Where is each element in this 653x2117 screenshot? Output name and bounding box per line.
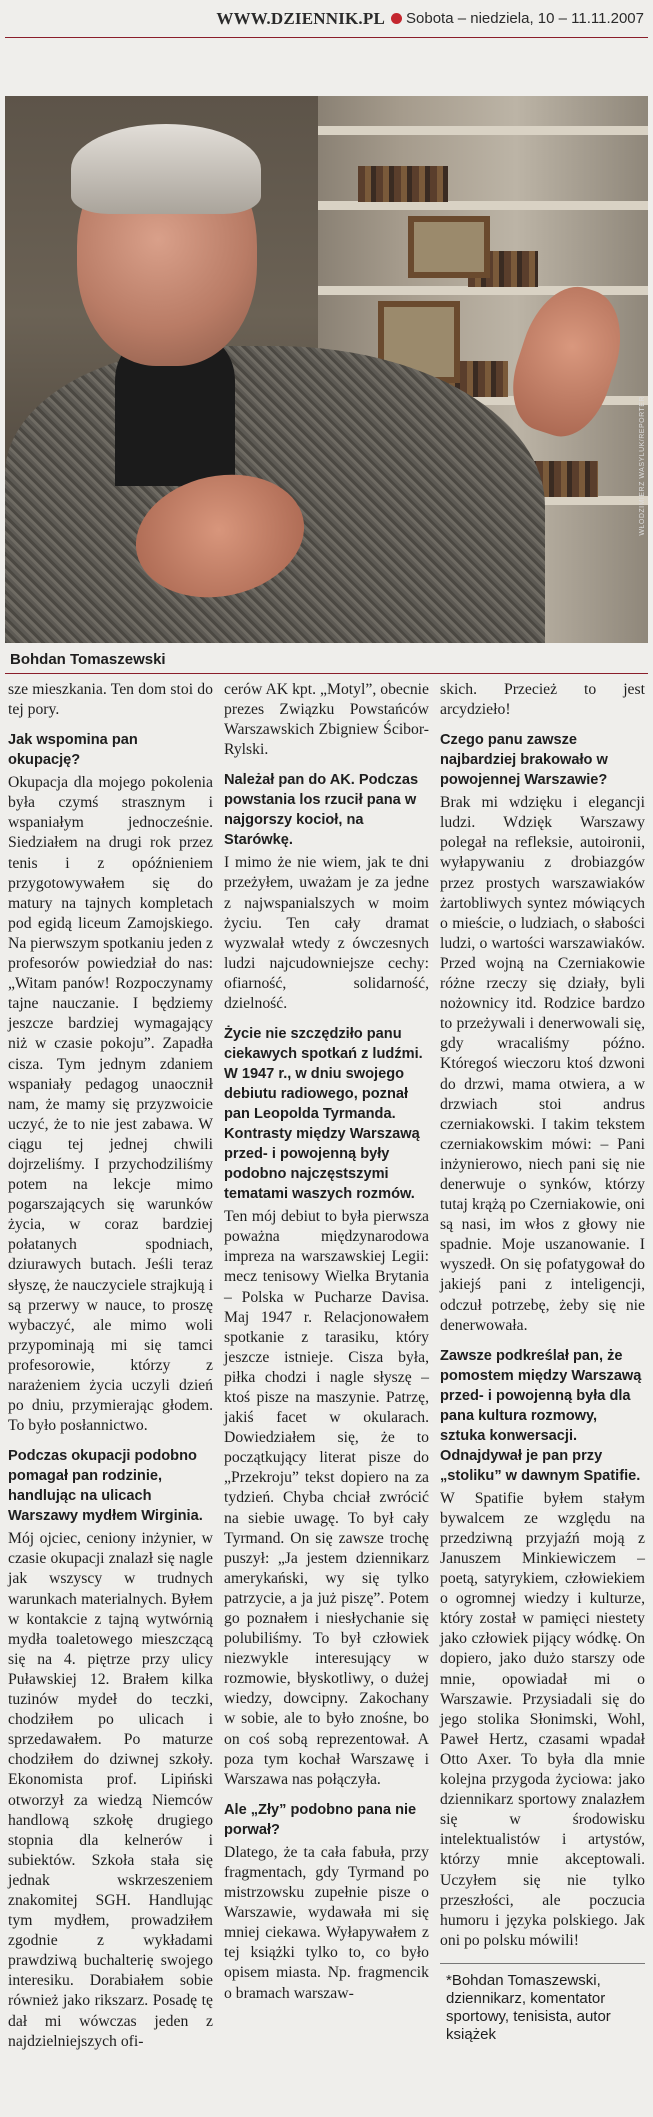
interview-answer: Brak mi wdzięku i elegancji ludzi. Wdzięk Warszawy polegał na refleksie, autoironii, wyłapywaniu z drobiazgów przez prostych warszawiaków żartobliwych syntez mówiących o mieście, o ludziach, o słabości ludzi, o wartości warszawiaków. Przed wojną na Czerniakowie różne rzeczy się działy, byli nożownicy itd. Rodzice bardzo to przeżywali i denerwowali się, gdy wracaliśmy późno. Któregoś wieczoru ktoś dzwoni do drzwi, mama otwiera, a w drzwiach stoi andrus czerniakowski. I takim tekstem czerniakowskim mówi: – Pani inżynierowo, niech pani się nie denerwuje o synków, którzy tutaj krążą po Czerniakowie, oni są nasi, im włos z głowy nie spadnie. Moje uszanowanie. I wyszedł. On się pofatygował do jakiejś pani z inteligencji, odczuł potrzebę, żeby się nie denerwowała. [440, 794, 645, 1334]
issue-date: Sobota – niedziela, 10 – 11.11.2007 [406, 10, 644, 27]
interview-answer: cerów AK kpt. „Motyl”, obecnie prezes Związku Powstańców Warszawskich Zbigniew Ścibor-Rylski. [224, 681, 429, 759]
portrait-photo [5, 96, 648, 643]
hair [71, 124, 261, 214]
photo-caption: Bohdan Tomaszewski [5, 643, 648, 674]
interview-answer: W Spatifie byłem stałym bywalcem ze względu na przedziwną przyjaźń moją z Januszem Minkiewiczem – poetą, satyrykiem, człowiekiem o ogromnej wiedzy i kulturze, który został w pamięci niestety jako człowiek pijący wódkę. On dopiero, jako dużo starszy ode mnie, opowiadał mi o Warszawie. Przysiadali się do jego stolika Słonimski, Wohl, Paweł Hertz, czasami wpadał Otto Axer. To była dla mnie kolejna przygoda życiowa: jako dziennikarz sportowy znalazłem się w środowisku intelektualistów i artystów, którzy mnie akceptowali. Uczyłem się nie tylko przeszłości, ale poczucia humoru i języka polskiego. Jak oni po polsku mówili! [440, 1489, 645, 1949]
author-bio: *Bohdan Tomaszewski, dziennikarz, komentator sportowy, tenisista, autor książek [440, 1963, 645, 2044]
site-url[interactable]: WWW.DZIENNIK.PL [216, 8, 386, 28]
red-dot-icon [391, 13, 402, 24]
interview-answer: Dlatego, że ta cała fabuła, przy fragmentach, gdy Tyrmand po mistrzowsku zupełnie pisze o Warszawie, wydawała mi się mniej ciekawa. Wyłapywałem z tej książki tylko to, co było opisem miasta. Np. fragmencik o bramach warszaw- [224, 1843, 429, 2002]
interview-question: Należał pan do AK. Podczas powstania los rzucił pana w najgorszy kocioł, na Starówkę. [224, 772, 419, 849]
interview-answer: skich. Przecież to jest arcydzieło! [440, 681, 645, 719]
interview-question: Zawsze podkreślał pan, że pomostem między Warszawą przed- i powojenną była dla pana kultura rozmowy, sztuka konwersacji. Odnajdywał je pan przy „stoliku” w dawnym Spatifie. [440, 1347, 642, 1484]
interview-question: Ale „Zły” podobno pana nie porwał? [224, 1801, 417, 1838]
article-column-3 [440, 680, 645, 2052]
photo-credit: WŁODZIMIERZ WASYLUK/REPORTER [639, 396, 646, 536]
interview-answer: I mimo że nie wiem, jak te dni przeżyłem, uważam je za jedne z najwspanialszych w moim życiu. Ten cały dramat wyzwalał wtedy z ówczesnych ludzi najcudowniejsze cechy: ofiarność, solidarność, dzielność. [224, 854, 429, 1013]
interview-question: Życie nie szczędziło panu ciekawych spotkań z ludźmi. W 1947 r., w dniu swojego debiutu radiowego, poznał pan Leopolda Tyrmanda. Kontrasty między Warszawą przed- i powojenną były podobno najczęstszymi tematami waszych rozmów. [224, 1026, 423, 1203]
interview-question: Podczas okupacji podobno pomagał pan rodzinie, handlując na ulicach Warszawy mydłem Wirginia. [8, 1448, 203, 1525]
article-column-1 [8, 680, 213, 2052]
interview-answer: Okupacja dla mojego pokolenia była czymś strasznym i wspaniałym jednocześnie. Siedziałem na drugi rok przez tenis i z opóźnieniem przygotowywałem się do matury na tajnych kompletach pod egidą liceum Zamojskiego. Na pierwszym spotkaniu jeden z profesorów powiedział do nas: „Witam panów! Rozpoczynamy tajne nauczanie. I będziemy jeszcze bardziej wymagający niż w czasie pokoju”. Zapadła cisza. Tym jednym zdaniem wspaniały pedagog unaocznił nam, że mamy się przyzwoicie uczyć, że to nie jest zabawa. W ciągu tej jednej chwili dojrzeliśmy. I przychodziliśmy potem na lekcje mimo pogarszających się warunków życia, w coraz bardziej połatanych spodniach, dziurawych butach. Jeśli teraz słyszę, że nauczyciele strajkują i są przerwy w nauce, to proszę wybaczyć, ale mimo woli przypominają mi się tamci profesorowie, którzy z narażeniem życia uczyli dzień po dniu, przymierając głodem. To było posłannictwo. [8, 774, 213, 1435]
interview-question: Jak wspomina pan okupację? [8, 732, 138, 769]
interview-answer: Mój ojciec, ceniony inżynier, w czasie okupacji znalazł się nagle jak wszyscy w trudnych warunkach materialnych. Byłem w kontakcie z tajną wytwórnią mydła toaletowego mieszczącą się na 4. piętrze przy ulicy Puławskiej 12. Brałem kilka tuzinów mydeł do teczki, chodziłem po ulicach i sprzedawałem. Po maturze chodziłem do dziwnej szkoły. Ekonomista prof. Lipiński otworzył za wiedzą Niemców handlową szkołę drugiego stopnia dla kelnerów i subiektów. Szkoła stała się jednak wskrzeszeniem znakomitej SGH. Handlując tym mydłem, prowadziłem zgodnie z wykładami prawdziwą buchalterię swojego interesiku. Dorabiałem sobie również jako rikszarz. Posadę tę dał mi wówczas jeden z najdzielniejszych ofi- [8, 1530, 213, 2050]
page-header [5, 0, 648, 38]
interview-question: Czego panu zawsze najbardziej brakowało w powojennej Warszawie? [440, 732, 608, 789]
article-body [5, 674, 648, 2052]
interview-answer: sze mieszkania. Ten dom stoi do tej pory. [8, 681, 213, 719]
interview-answer: Ten mój debiut to była pierwsza poważna międzynarodowa impreza na warszawskiej Legii: mecz tenisowy Wielka Brytania – Polska w Pucharze Davisa. Maj 1947 r. Relacjonowałem spotkanie z tarasiku, który jeszcze istnieje. Cisza była, piłka chodzi i nagle słyszę – ktoś pisze na maszynie. Patrzę, jakiś facet w okularach. Dowiedziałem się, że to początkujący literat pisze do „Przekroju” tekst dopiero na za tydzień. Chyba chciał zwrócić na siebie uwagę. To był cały Tyrmand. On się zawsze trochę puszył: „Ja jestem dziennikarz amerykański, wy się tylko patrzycie, a ja już piszę”. Potem go poznałem i niesłychanie się polubiliśmy. To był człowiek niezwykle interesujący w rozmowie, błyskotliwy, o dużej wiedzy, dowcipny. Zakochany w sobie, ale to było znośne, bo on coś sobą reprezentował. A poza tym kochał Warszawę i Warszawa nas połączyła. [224, 1208, 429, 1788]
article-column-2 [224, 680, 429, 2052]
